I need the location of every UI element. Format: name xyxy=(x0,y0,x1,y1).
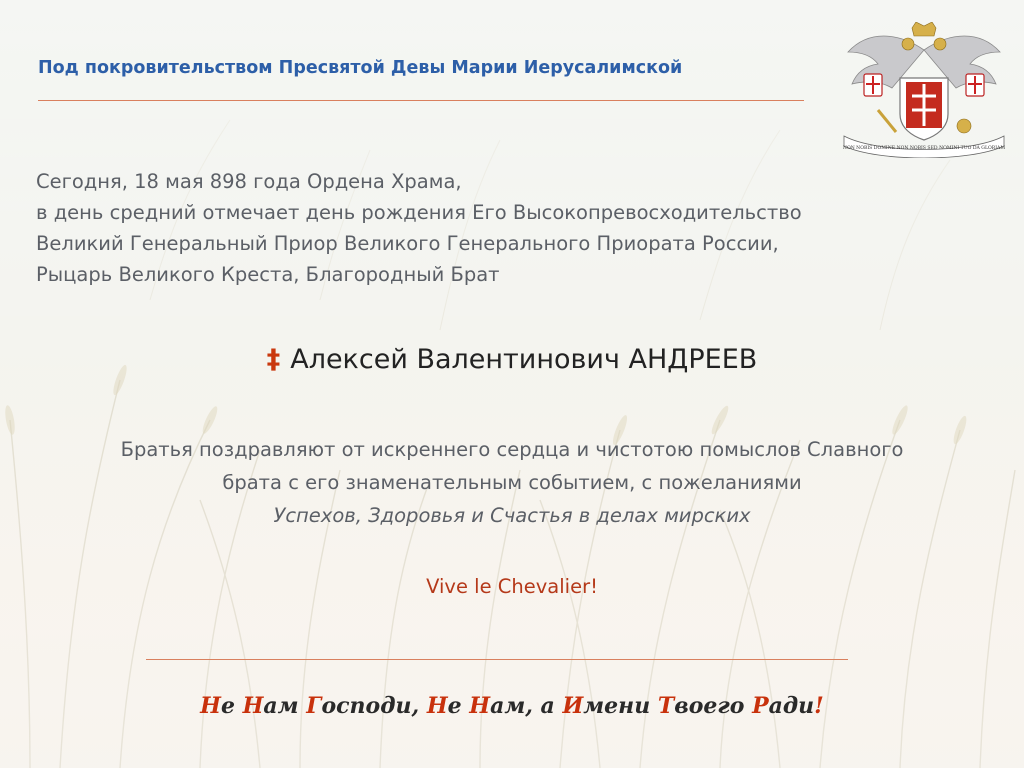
motto-word-2-rest: ам xyxy=(263,693,307,719)
congrats-line-2: брата с его знаменательным событием, с пожеланиями xyxy=(222,471,802,494)
bottom-divider xyxy=(146,659,848,660)
vive-le-chevalier: Vive le Chevalier! xyxy=(426,575,598,598)
intro-line-2: в день средний отмечает день рождения Его Высокопревосходительство xyxy=(36,201,802,224)
motto-word-5-rest: ам, а xyxy=(490,693,563,719)
honoree-name-line xyxy=(0,344,1024,375)
motto-word-8-rest: ади xyxy=(768,693,815,719)
intro-text xyxy=(36,166,996,290)
motto-word-1-initial: Н xyxy=(200,693,221,719)
motto-word-8-initial: Р xyxy=(752,693,769,719)
intro-line-4: Рыцарь Великого Креста, Благородный Брат xyxy=(36,263,500,286)
motto-exclamation: ! xyxy=(814,693,824,719)
double-cross-icon: ‡ xyxy=(266,344,281,375)
intro-line-3: Великий Генеральный Приор Великого Генерального Приората России, xyxy=(36,232,779,255)
motto-word-7-rest: воего xyxy=(674,693,753,719)
order-motto xyxy=(0,693,1024,719)
patronage-heading: Под покровительством Пресвятой Девы Марии Иерусалимской xyxy=(38,58,683,78)
ribbon-motto: NON NOBIS DOMINE NON NOBIS SED NOMINI TUO DA GLORIAM xyxy=(842,146,1006,151)
coat-of-arms-icon xyxy=(838,22,1010,158)
honoree-name: Алексей Валентинович АНДРЕЕВ xyxy=(290,344,758,375)
motto-word-4-rest: е xyxy=(447,693,470,719)
motto-word-3-rest: осподи, xyxy=(321,693,427,719)
congrats-wish: Успехов, Здоровья и Счастья в делах мирских xyxy=(273,504,751,527)
motto-word-1-rest: е xyxy=(220,693,243,719)
motto-word-5-initial: Н xyxy=(469,693,491,719)
intro-line-1: Сегодня, 18 мая 898 года Ордена Храма, xyxy=(36,170,462,193)
congratulation-text xyxy=(0,433,1024,532)
motto-word-2-initial: Н xyxy=(242,693,264,719)
motto-word-7-initial: Т xyxy=(657,693,675,719)
motto-word-6-initial: И xyxy=(562,693,584,719)
motto-word-3-initial: Г xyxy=(306,693,322,719)
motto-word-6-rest: мени xyxy=(583,693,658,719)
congrats-line-1: Братья поздравляют от искреннего сердца и чистотою помыслов Славного xyxy=(120,438,904,461)
top-divider xyxy=(38,100,804,101)
motto-word-4-initial: Н xyxy=(426,693,448,719)
